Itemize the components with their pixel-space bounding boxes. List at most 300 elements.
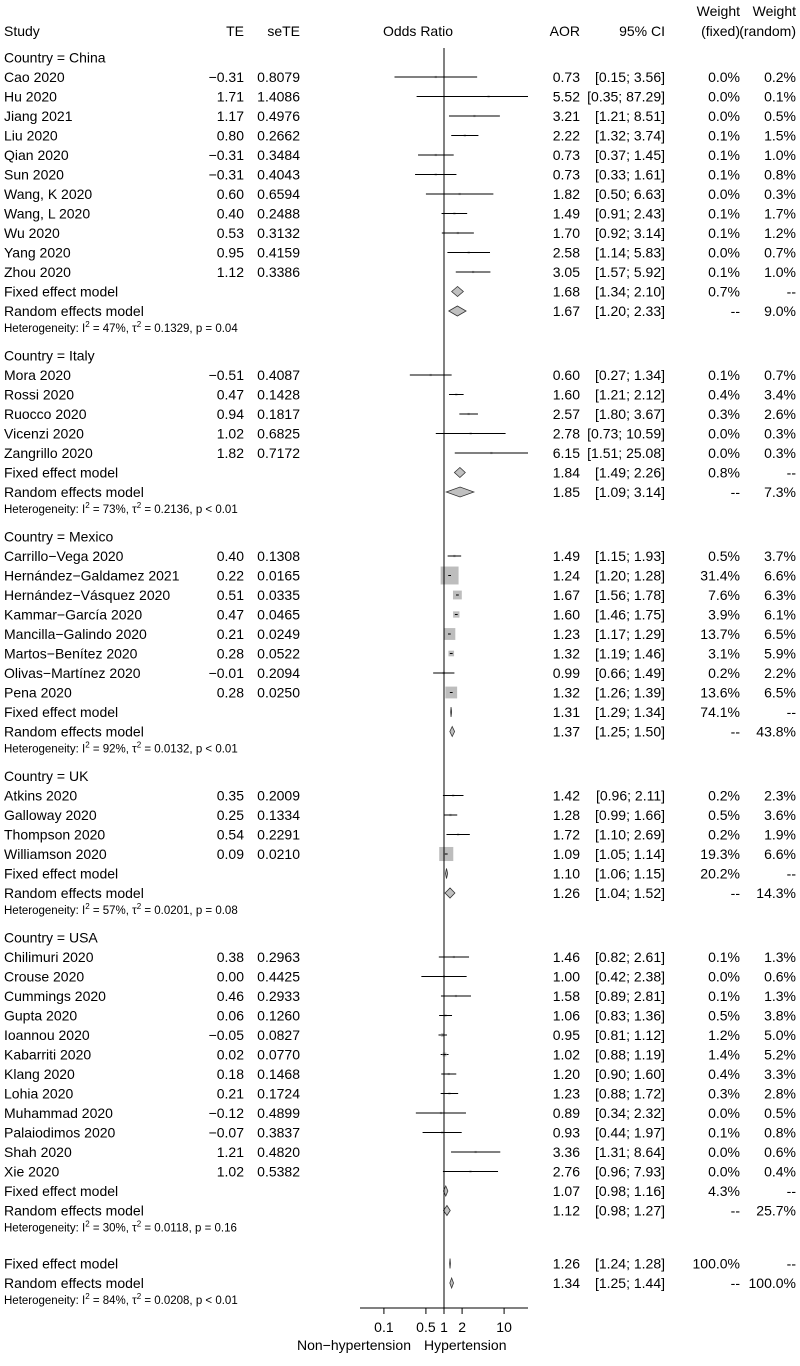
weight-random-value: 6.5% — [764, 626, 796, 642]
ci-value: [1.26; 1.39] — [594, 684, 665, 701]
study-name: Hernández−Galdamez 2021 — [4, 567, 180, 584]
aor-value: 1.26 — [552, 885, 580, 901]
header-aor: AOR — [549, 23, 580, 39]
aor-value: 3.36 — [552, 1144, 580, 1160]
study-name: Muhammad 2020 — [4, 1105, 113, 1121]
weight-fixed-value: 0.1% — [708, 225, 740, 241]
te-value: 0.21 — [216, 1085, 244, 1102]
random-model-label: Random effects model — [4, 303, 144, 319]
heterogeneity-label: Heterogeneity: $I^2 = 57\%$, $\tau^2 = 0.0201$, p = 0.08 — [4, 902, 238, 917]
ci-value: [1.31; 8.64] — [594, 1144, 665, 1160]
weight-random-value: 100.0% — [748, 1275, 796, 1291]
random-effects-diamond — [450, 727, 455, 737]
weight-fixed-value: 0.0% — [708, 244, 740, 261]
ci-value: [1.20; 1.28] — [594, 567, 665, 584]
ci-value: [0.91; 2.43] — [594, 205, 665, 222]
aor-value: 5.52 — [552, 88, 580, 105]
fixed-effect-diamond — [452, 287, 464, 297]
study-name: Hu 2020 — [4, 88, 57, 105]
weight-fixed-value: 0.1% — [708, 147, 740, 163]
weight-fixed-value: 0.4% — [708, 386, 740, 403]
te-value: 0.38 — [216, 949, 244, 965]
aor-value: 1.31 — [552, 704, 580, 720]
weight-random-value: 1.5% — [764, 127, 796, 144]
random-model-label: Random effects model — [4, 885, 144, 901]
ci-value: [1.32; 3.74] — [594, 127, 665, 144]
weight-fixed-value: 1.4% — [708, 1046, 740, 1063]
ci-value: [0.37; 1.45] — [594, 147, 665, 163]
ci-value: [0.66; 1.49] — [594, 665, 665, 681]
sete-value: 0.1308 — [257, 548, 300, 564]
study-name: Cao 2020 — [4, 69, 65, 85]
study-name: Galloway 2020 — [4, 807, 97, 823]
te-value: 1.82 — [216, 445, 244, 461]
weight-fixed-value: 3.9% — [708, 606, 740, 623]
sete-value: 0.0827 — [257, 1027, 300, 1043]
te-value: −0.05 — [208, 1027, 244, 1043]
study-name: Olivas−Martínez 2020 — [4, 665, 141, 681]
random-model-label: Random effects model — [4, 1202, 144, 1219]
ci-value: [1.04; 1.52] — [594, 885, 665, 901]
sete-value: 0.3132 — [257, 225, 300, 241]
weight-random-value: 0.8% — [764, 1124, 796, 1141]
weight-fixed-value: 20.2% — [700, 865, 740, 882]
weight-random-value: 0.2% — [764, 69, 796, 85]
heterogeneity-label: Heterogeneity: $I^2 = 84\%$, $\tau^2 = 0.0208$, p < 0.01 — [4, 1292, 238, 1307]
sete-value: 0.3484 — [257, 147, 300, 163]
te-value: 0.28 — [216, 684, 244, 701]
ci-value: [1.24; 1.28] — [594, 1255, 665, 1272]
ci-value: [0.34; 2.32] — [594, 1105, 665, 1121]
ci-value: [0.15; 3.56] — [594, 69, 665, 85]
study-name: Pena 2020 — [4, 684, 72, 701]
ci-value: [0.35; 87.29] — [587, 88, 665, 105]
aor-value: 1.37 — [552, 723, 580, 740]
te-value: 0.40 — [216, 548, 244, 564]
weight-fixed-value: -- — [730, 723, 740, 740]
ci-value: [1.25; 1.44] — [594, 1275, 665, 1291]
weight-fixed-value: 0.1% — [708, 988, 740, 1004]
te-value: 0.09 — [216, 846, 244, 862]
aor-value: 1.42 — [552, 787, 580, 804]
random-effects-diamond — [446, 487, 474, 497]
study-name: Crouse 2020 — [4, 968, 85, 985]
weight-fixed-value: 13.7% — [700, 626, 740, 642]
weight-fixed-value: 0.0% — [708, 108, 740, 124]
subgroup-label: Country = UK — [4, 768, 89, 784]
sete-value: 0.4425 — [257, 968, 300, 985]
ci-value: [0.33; 1.61] — [594, 166, 665, 183]
ci-value: [0.98; 1.27] — [594, 1202, 665, 1219]
weight-random-value: 0.3% — [764, 186, 796, 202]
weight-fixed-value: 7.6% — [708, 587, 740, 603]
aor-value: 1.26 — [552, 1255, 580, 1272]
sete-value: 0.0522 — [257, 645, 300, 662]
sete-value: 0.1334 — [257, 807, 300, 823]
weight-fixed-value: 100.0% — [692, 1255, 740, 1272]
weight-random-value: 5.0% — [764, 1027, 796, 1043]
te-value: 0.18 — [216, 1066, 244, 1082]
weight-fixed-value: 13.6% — [700, 684, 740, 701]
te-value: −0.07 — [208, 1124, 244, 1141]
study-name: Ioannou 2020 — [4, 1027, 90, 1043]
study-name: Yang 2020 — [4, 244, 71, 261]
header-sete: seTE — [267, 23, 300, 39]
study-name: Palaiodimos 2020 — [4, 1124, 116, 1141]
sete-value: 0.4899 — [257, 1105, 300, 1121]
aor-value: 1.20 — [552, 1066, 580, 1082]
ci-value: [0.96; 2.11] — [595, 787, 665, 804]
weight-fixed-value: 19.3% — [700, 846, 740, 862]
ci-value: [1.15; 1.93] — [594, 548, 665, 564]
sete-value: 0.3386 — [257, 264, 300, 280]
sete-value: 0.1260 — [257, 1007, 300, 1024]
ci-value: [0.92; 3.14] — [594, 225, 665, 241]
study-name: Jiang 2021 — [4, 108, 73, 124]
study-name: Zhou 2020 — [4, 264, 71, 280]
weight-fixed-value: 0.1% — [708, 127, 740, 144]
sete-value: 0.2009 — [257, 787, 300, 804]
te-value: 0.47 — [216, 606, 244, 623]
sete-value: 0.8079 — [257, 69, 300, 85]
te-value: 0.21 — [216, 626, 244, 642]
ci-value: [0.81; 1.12] — [594, 1027, 665, 1043]
weight-fixed-value: 0.1% — [708, 949, 740, 965]
study-name: Xie 2020 — [4, 1163, 60, 1180]
study-name: Mora 2020 — [4, 367, 71, 383]
weight-random-value: 0.8% — [764, 166, 796, 183]
study-name: Wang, K 2020 — [4, 186, 93, 202]
ci-value: [0.50; 6.63] — [594, 186, 665, 202]
weight-random-value: 0.7% — [764, 244, 796, 261]
te-value: 1.71 — [216, 88, 244, 105]
te-value: 0.80 — [216, 127, 244, 144]
weight-random-value: 1.3% — [764, 949, 796, 965]
ci-value: [1.10; 2.69] — [594, 826, 665, 843]
study-name: Sun 2020 — [4, 166, 64, 183]
fixed-model-label: Fixed effect model — [4, 704, 119, 720]
ci-value: [1.20; 2.33] — [594, 303, 665, 319]
sete-value: 0.5382 — [257, 1163, 300, 1180]
aor-value: 1.28 — [552, 807, 580, 823]
x-tick-label: 2 — [458, 1319, 466, 1335]
sete-value: 0.1724 — [257, 1085, 300, 1102]
aor-value: 0.95 — [552, 1027, 580, 1043]
study-name: Carrillo−Vega 2020 — [4, 548, 124, 564]
study-name: Liu 2020 — [4, 127, 58, 144]
te-value: −0.12 — [208, 1105, 244, 1121]
aor-value: 1.49 — [552, 548, 580, 564]
study-name: Shah 2020 — [4, 1144, 72, 1160]
aor-value: 1.00 — [552, 968, 580, 985]
te-value: 1.02 — [216, 425, 244, 442]
weight-random-value: 0.7% — [764, 367, 796, 383]
weight-fixed-value: 3.1% — [708, 645, 740, 662]
te-value: 1.12 — [216, 264, 244, 280]
aor-value: 1.67 — [552, 303, 580, 319]
weight-random-value: 5.2% — [764, 1046, 796, 1063]
weight-random-value: 0.6% — [764, 968, 796, 985]
aor-value: 1.49 — [552, 205, 580, 222]
weight-random-value: 1.0% — [764, 147, 796, 163]
weight-random-value: 7.3% — [764, 484, 796, 500]
heterogeneity-label: Heterogeneity: $I^2 = 92\%$, $\tau^2 = 0.0132$, p < 0.01 — [4, 740, 238, 756]
ci-value: [0.88; 1.19] — [594, 1046, 665, 1063]
weight-random-value: 0.3% — [764, 425, 796, 442]
header-odds-ratio: Odds Ratio — [382, 23, 454, 39]
weight-random-value: 3.8% — [764, 1007, 796, 1024]
overall-random-diamond — [450, 1278, 454, 1288]
te-value: 0.22 — [216, 567, 244, 584]
x-tick-label: 0.5 — [416, 1319, 436, 1335]
x-tick-label: 1 — [440, 1319, 448, 1335]
sete-value: 0.1468 — [257, 1066, 300, 1082]
weight-random-value: 0.1% — [764, 88, 796, 105]
header-study: Study — [4, 23, 40, 39]
subgroup-label: Country = China — [4, 49, 106, 66]
sete-value: 0.0249 — [257, 626, 300, 642]
aor-value: 2.57 — [552, 406, 580, 422]
weight-fixed-value: 0.0% — [708, 425, 740, 442]
sete-value: 0.4087 — [257, 367, 300, 383]
header-weight-fixed-sub: (fixed) — [701, 23, 740, 39]
aor-value: 1.23 — [552, 626, 580, 642]
weight-random-value: 6.6% — [764, 846, 796, 862]
random-effects-diamond — [449, 306, 466, 316]
te-value: 0.06 — [216, 1007, 244, 1024]
aor-value: 1.09 — [552, 846, 580, 862]
weight-fixed-value: 0.1% — [708, 205, 740, 222]
aor-value: 1.82 — [552, 186, 580, 202]
fixed-effect-diamond — [446, 869, 448, 879]
weight-fixed-value: 4.3% — [708, 1183, 740, 1199]
weight-fixed-value: 0.0% — [708, 968, 740, 985]
ci-value: [0.44; 1.97] — [594, 1124, 665, 1141]
aor-value: 1.60 — [552, 386, 580, 403]
ci-value: [0.83; 1.36] — [594, 1007, 665, 1024]
ci-value: [1.49; 2.26] — [594, 464, 665, 481]
weight-random-value: -- — [786, 464, 796, 481]
header-ci: 95% CI — [619, 23, 665, 39]
te-value: 1.17 — [216, 108, 244, 124]
fixed-model-label: Fixed effect model — [4, 865, 119, 882]
te-value: 0.35 — [216, 787, 244, 804]
study-name: Atkins 2020 — [4, 787, 78, 804]
weight-random-value: 1.2% — [764, 225, 796, 241]
header-te: TE — [226, 23, 244, 39]
aor-value: 1.12 — [552, 1202, 580, 1219]
weight-random-value: 0.3% — [764, 445, 796, 461]
sete-value: 0.0335 — [257, 587, 300, 603]
study-name: Kabarriti 2020 — [4, 1046, 92, 1063]
weight-random-value: 3.3% — [764, 1066, 796, 1082]
study-name: Rossi 2020 — [4, 386, 75, 403]
aor-value: 2.58 — [552, 244, 580, 261]
weight-fixed-value: 0.7% — [708, 283, 740, 300]
aor-value: 1.72 — [552, 826, 580, 843]
weight-random-value: 0.4% — [764, 1163, 796, 1180]
fixed-model-label: Fixed effect model — [4, 1183, 119, 1199]
weight-random-value: 0.5% — [764, 108, 796, 124]
sete-value: 0.2488 — [257, 205, 300, 222]
study-name: Kammar−García 2020 — [4, 606, 143, 623]
study-name: Zangrillo 2020 — [4, 445, 93, 461]
sete-value: 0.0770 — [257, 1046, 300, 1063]
header-weight-random: Weight — [752, 3, 796, 19]
sete-value: 1.4086 — [257, 88, 300, 105]
ci-value: [0.82; 2.61] — [594, 949, 665, 965]
aor-value: 3.05 — [552, 264, 580, 280]
weight-fixed-value: 0.1% — [708, 166, 740, 183]
ci-value: [0.73; 10.59] — [587, 425, 665, 442]
aor-value: 1.23 — [552, 1085, 580, 1102]
weight-fixed-value: 0.3% — [708, 1085, 740, 1102]
te-value: −0.01 — [208, 665, 244, 681]
sete-value: 0.0250 — [257, 684, 300, 701]
random-model-label: Random effects model — [4, 484, 144, 500]
ci-value: [0.96; 7.93] — [594, 1163, 665, 1180]
study-name: Chilimuri 2020 — [4, 949, 94, 965]
weight-fixed-value: -- — [730, 1202, 740, 1219]
aor-value: 1.24 — [552, 567, 580, 584]
aor-value: 2.22 — [552, 127, 580, 144]
aor-value: 0.89 — [552, 1105, 580, 1121]
aor-value: 1.07 — [552, 1183, 580, 1199]
study-name: Vicenzi 2020 — [4, 425, 84, 442]
fixed-model-label: Fixed effect model — [4, 283, 119, 300]
study-name: Mancilla−Galindo 2020 — [4, 626, 147, 642]
aor-value: 1.06 — [552, 1007, 580, 1024]
study-name: Lohia 2020 — [4, 1085, 74, 1102]
te-value: 0.00 — [216, 968, 244, 985]
weight-fixed-value: 0.0% — [708, 1163, 740, 1180]
te-value: 0.25 — [216, 807, 244, 823]
weight-fixed-value: 0.4% — [708, 1066, 740, 1082]
weight-random-value: 14.3% — [756, 885, 796, 901]
study-name: Wu 2020 — [4, 225, 60, 241]
weight-random-value: 1.9% — [764, 826, 796, 843]
weight-random-value: -- — [786, 283, 796, 300]
fixed-effect-diamond — [454, 468, 465, 478]
ci-value: [0.90; 1.60] — [594, 1066, 665, 1082]
study-name: Thompson 2020 — [4, 826, 106, 843]
weight-fixed-value: -- — [730, 885, 740, 901]
ci-value: [1.17; 1.29] — [594, 626, 665, 642]
aor-value: 0.73 — [552, 166, 580, 183]
weight-random-value: 25.7% — [756, 1202, 796, 1219]
study-name: Martos−Benítez 2020 — [4, 645, 138, 662]
aor-value: 1.85 — [552, 484, 580, 500]
te-value: 0.47 — [216, 386, 244, 403]
weight-random-value: 6.6% — [764, 567, 796, 584]
aor-value: 0.73 — [552, 69, 580, 85]
aor-value: 1.10 — [552, 865, 580, 882]
weight-random-value: 6.1% — [764, 606, 796, 623]
weight-random-value: 6.3% — [764, 587, 796, 603]
ci-value: [0.89; 2.81] — [594, 988, 665, 1004]
weight-random-value: 43.8% — [756, 723, 796, 740]
weight-fixed-value: 0.3% — [708, 406, 740, 422]
weight-fixed-value: 0.1% — [708, 264, 740, 280]
study-name: Gupta 2020 — [4, 1007, 78, 1024]
ci-value: [1.46; 1.75] — [594, 606, 665, 623]
weight-random-value: 3.7% — [764, 548, 796, 564]
heterogeneity-label: Heterogeneity: $I^2 = 30\%$, $\tau^2 = 0.0118$, p = 0.16 — [4, 1219, 237, 1235]
weight-random-value: 0.6% — [764, 1144, 796, 1160]
ci-value: [1.51; 25.08] — [587, 445, 665, 461]
weight-fixed-value: -- — [730, 303, 740, 319]
weight-random-value: 3.6% — [764, 807, 796, 823]
sete-value: 0.7172 — [257, 445, 300, 461]
weight-random-value: 2.6% — [764, 406, 796, 422]
sete-value: 0.2662 — [257, 127, 300, 144]
aor-value: 2.76 — [552, 1163, 580, 1180]
te-value: 0.51 — [216, 587, 244, 603]
weight-random-value: -- — [786, 1183, 796, 1199]
subgroup-label: Country = Italy — [4, 347, 95, 364]
sete-value: 0.6594 — [257, 186, 300, 202]
weight-fixed-value: 0.5% — [708, 1007, 740, 1024]
subgroup-label: Country = Mexico — [4, 528, 114, 545]
te-value: 0.95 — [216, 244, 244, 261]
aor-value: 1.32 — [552, 684, 580, 701]
te-value: −0.31 — [208, 166, 244, 183]
te-value: −0.51 — [208, 367, 244, 383]
study-name: Williamson 2020 — [4, 846, 107, 862]
weight-fixed-value: 0.0% — [708, 186, 740, 202]
sete-value: 0.4976 — [257, 108, 300, 124]
te-value: 0.28 — [216, 645, 244, 662]
weight-fixed-value: 1.2% — [708, 1027, 740, 1043]
weight-fixed-value: 74.1% — [700, 704, 740, 720]
te-value: 0.53 — [216, 225, 244, 241]
x-axis-label-right: Hypertension — [424, 1337, 507, 1353]
ci-value: [1.19; 1.46] — [594, 645, 665, 662]
weight-fixed-value: 0.1% — [708, 367, 740, 383]
study-name: Cummings 2020 — [4, 988, 106, 1004]
weight-fixed-value: 0.0% — [708, 88, 740, 105]
te-value: −0.31 — [208, 147, 244, 163]
x-tick-label: 0.1 — [374, 1319, 394, 1335]
aor-value: 1.34 — [552, 1275, 580, 1291]
study-name: Wang, L 2020 — [4, 205, 91, 222]
aor-value: 1.68 — [552, 283, 580, 300]
random-effects-diamond — [445, 888, 455, 898]
ci-value: [1.29; 1.34] — [594, 704, 665, 720]
random-model-label: Random effects model — [4, 723, 144, 740]
aor-value: 1.70 — [552, 225, 580, 241]
ci-value: [1.14; 5.83] — [594, 244, 665, 261]
subgroup-label: Country = USA — [4, 929, 98, 946]
aor-value: 0.93 — [552, 1124, 580, 1141]
overall-fixed-label: Fixed effect model — [4, 1255, 119, 1272]
aor-value: 0.99 — [552, 665, 580, 681]
heterogeneity-label: Heterogeneity: $I^2 = 47\%$, $\tau^2 = 0.1329$, p = 0.04 — [4, 320, 238, 335]
sete-value: 0.4043 — [257, 166, 300, 183]
weight-fixed-value: -- — [730, 484, 740, 500]
ci-value: [1.34; 2.10] — [594, 283, 665, 300]
ci-value: [1.57; 5.92] — [594, 264, 665, 280]
sete-value: 0.4820 — [257, 1144, 300, 1160]
ci-value: [1.56; 1.78] — [594, 587, 665, 603]
ci-value: [1.05; 1.14] — [594, 846, 665, 862]
weight-random-value: 3.4% — [764, 386, 796, 403]
sete-value: 0.1817 — [257, 406, 300, 422]
ci-value: [0.99; 1.66] — [594, 807, 665, 823]
weight-fixed-value: 0.2% — [708, 787, 740, 804]
weight-random-value: -- — [786, 704, 796, 720]
sete-value: 0.1428 — [257, 386, 300, 403]
